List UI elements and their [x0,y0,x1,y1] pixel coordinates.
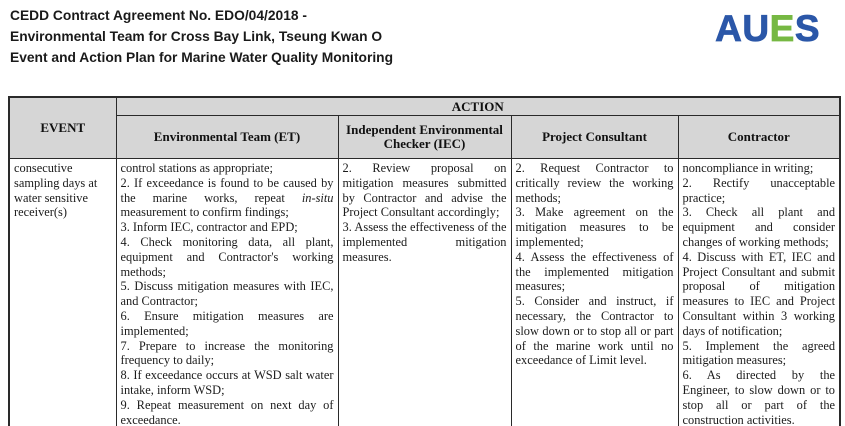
et-item: 3. Inform IEC, contractor and EPD; [120,220,298,235]
et-item: 7. Prepare to increase the monitoring frequency to daily; [120,338,334,368]
logo-text-au: AU [715,8,770,49]
contractor-item: noncompliance in writing; [682,161,814,175]
et-item: 5. Discuss mitigation measures with IEC, and Contractor; [120,279,334,309]
logo-text-s: S [794,8,820,49]
et-item [121,176,334,220]
contractor-cell [678,159,840,426]
title-line-3: Event and Action Plan for Marine Water Quality Monitoring [10,50,394,65]
title-line-1: CEDD Contract Agreement No. EDO/04/2018 - [10,8,307,23]
contractor-item: 4. Discuss with ET, IEC and Project Consultant and submit proposal of mitigation measures to IEC and Project Consultant within 3 working days of notification; [682,249,836,338]
header-contractor: Contractor [678,116,840,159]
logo-text-e: E [769,8,795,49]
document-title [10,5,393,68]
event-cell [9,159,116,426]
project-consultant-cell [511,159,678,426]
contractor-item: 6. As directed by the Engineer, to slow down or to stop all or part of the construction activities. [682,368,836,426]
environmental-team-cell [116,159,338,426]
contractor-item: 2. Rectify unacceptable practice; [682,175,836,205]
header-environmental-team: Environmental Team (ET) [116,116,338,159]
et-item-2-italic: in-situ [301,190,334,205]
event-text: consecutive sampling days at water sensitive receiver(s) [14,161,98,220]
et-item: 6. Ensure mitigation measures are implemented; [120,308,334,338]
title-line-2: Environmental Team for Cross Bay Link, Tseung Kwan O [10,29,383,44]
header-iec: Independent Environmental Checker (IEC) [338,116,511,159]
project-consultant-item: 2. Request Contractor to critically review the working methods; [515,161,674,205]
contractor-item: 5. Implement the agreed mitigation measures; [682,338,836,368]
project-consultant-item: 5. Consider and instruct, if necessary, the Contractor to slow down or to stop all or part of the marine work until no exceedance of Limit level. [515,294,674,368]
et-item: control stations as appropriate; [120,161,273,175]
et-item-2-post: measurement to confirm findings; [120,205,289,220]
header-action: ACTION [116,97,840,116]
event-action-plan-table [8,96,841,426]
contractor-item: 3. Check all plant and equipment and consider changes of working methods; [682,205,836,249]
iec-item: 3. Assess the effectiveness of the implemented mitigation measures. [342,220,507,264]
et-item: 8. If exceedance occurs at WSD salt water intake, inform WSD; [120,368,334,397]
et-item: 4. Check monitoring data, all plant, equipment and Contractor's working methods; [120,234,334,279]
aues-logo [715,8,820,50]
et-item-2-pre: 2. If exceedance is found to be caused by the marine works, repeat [120,175,334,205]
header-project-consultant: Project Consultant [511,116,678,159]
iec-cell [338,159,511,426]
project-consultant-item: 3. Make agreement on the mitigation measures to be implemented; [515,205,674,249]
et-item: 9. Repeat measurement on next day of exceedance. [120,397,334,426]
header-event: EVENT [9,97,116,159]
iec-item: 2. Review proposal on mitigation measures submitted by Contractor and advise the Project Consultant accordingly; [342,161,507,220]
project-consultant-item: 4. Assess the effectiveness of the implemented mitigation measures; [515,249,674,294]
